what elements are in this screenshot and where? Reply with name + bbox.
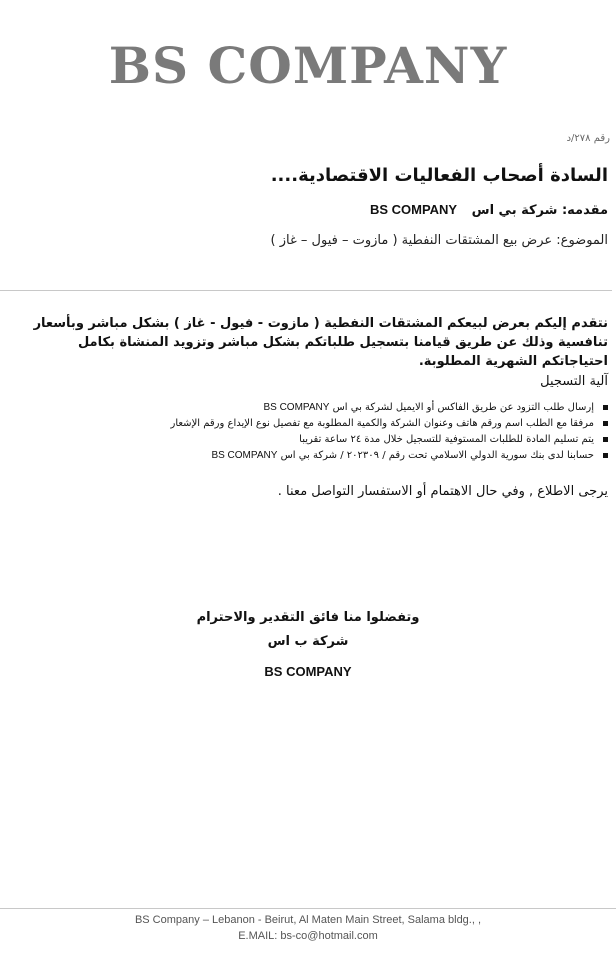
- registration-step-text: إرسال طلب التزود عن طريق الفاكس أو الايميل لشركة بي اس: [332, 402, 594, 413]
- closing-regards: وتفضلوا منا فائق التقدير والاحترام: [196, 610, 420, 625]
- company-letterhead-title: BS COMPANY: [108, 36, 508, 95]
- bullet-icon: [603, 405, 608, 410]
- registration-step: [108, 432, 608, 448]
- request-line: يرجى الاطلاع , وفي حال الاهتمام أو الاستفسار التواصل معنا .: [277, 484, 608, 499]
- bullet-icon: [603, 421, 608, 426]
- registration-step-text: حسابنا لدى بنك سورية الدولي الاسلامي تحت رقم / ٢٠٢٣٠٩ / شركة بي اس: [280, 450, 594, 461]
- footer-divider: [0, 908, 616, 909]
- salutation-heading: السادة أصحاب الفعاليات الاقتصادية....: [270, 165, 608, 186]
- registration-heading: آلية التسجيل: [540, 374, 608, 389]
- registration-step-brand: BS COMPANY: [211, 450, 278, 461]
- footer-address: BS Company – Lebanon - Beirut, Al Maten Main Street, Salama bldg., ,: [134, 914, 482, 926]
- footer: [0, 912, 616, 944]
- registration-step-brand: BS COMPANY: [263, 402, 330, 413]
- section-divider: [0, 290, 612, 291]
- presenter-line: [370, 202, 608, 218]
- registration-steps-list: [108, 400, 608, 464]
- footer-email: E.MAIL: bs-co@hotmail.com: [238, 930, 378, 942]
- presenter-label: مقدمه: شركة بي اس: [471, 203, 608, 218]
- closing-block: [0, 606, 616, 679]
- closing-company-english: BS COMPANY: [264, 664, 352, 679]
- presenter-brand: BS COMPANY: [369, 202, 458, 217]
- bullet-icon: [603, 453, 608, 458]
- bullet-icon: [603, 437, 608, 442]
- reference-number: رقم ٢٧٨/د: [566, 133, 610, 144]
- registration-step: [108, 416, 608, 432]
- subject-line: الموضوع: عرض بيع المشتقات النفطية ( مازوت – فيول – غاز ): [270, 233, 608, 248]
- closing-company-arabic: شركة ب اس: [267, 634, 349, 649]
- registration-step: [108, 448, 608, 464]
- registration-step-text: يتم تسليم المادة للطلبات المستوفية للتسجيل خلال مدة ٢٤ ساعة تقريبا: [299, 434, 594, 445]
- offer-paragraph: نتقدم إليكم بعرض لبيعكم المشتقات النفطية ( مازوت - فيول - غاز ) بشكل مباشر وبأسعار تنافسية وذلك عن طريق قيامنا بتسجيل طلباتكم بشكل مباشر وتزويد المنشاة بكامل احتياجاتكم الشهرية المطلوبة.: [33, 316, 608, 369]
- registration-step: [108, 400, 608, 416]
- registration-step-text: مرفقا مع الطلب اسم ورقم هاتف وعنوان الشركة والكمية المطلوبة مع تفصيل نوع الإيداع ورقم الإشعار: [170, 418, 594, 429]
